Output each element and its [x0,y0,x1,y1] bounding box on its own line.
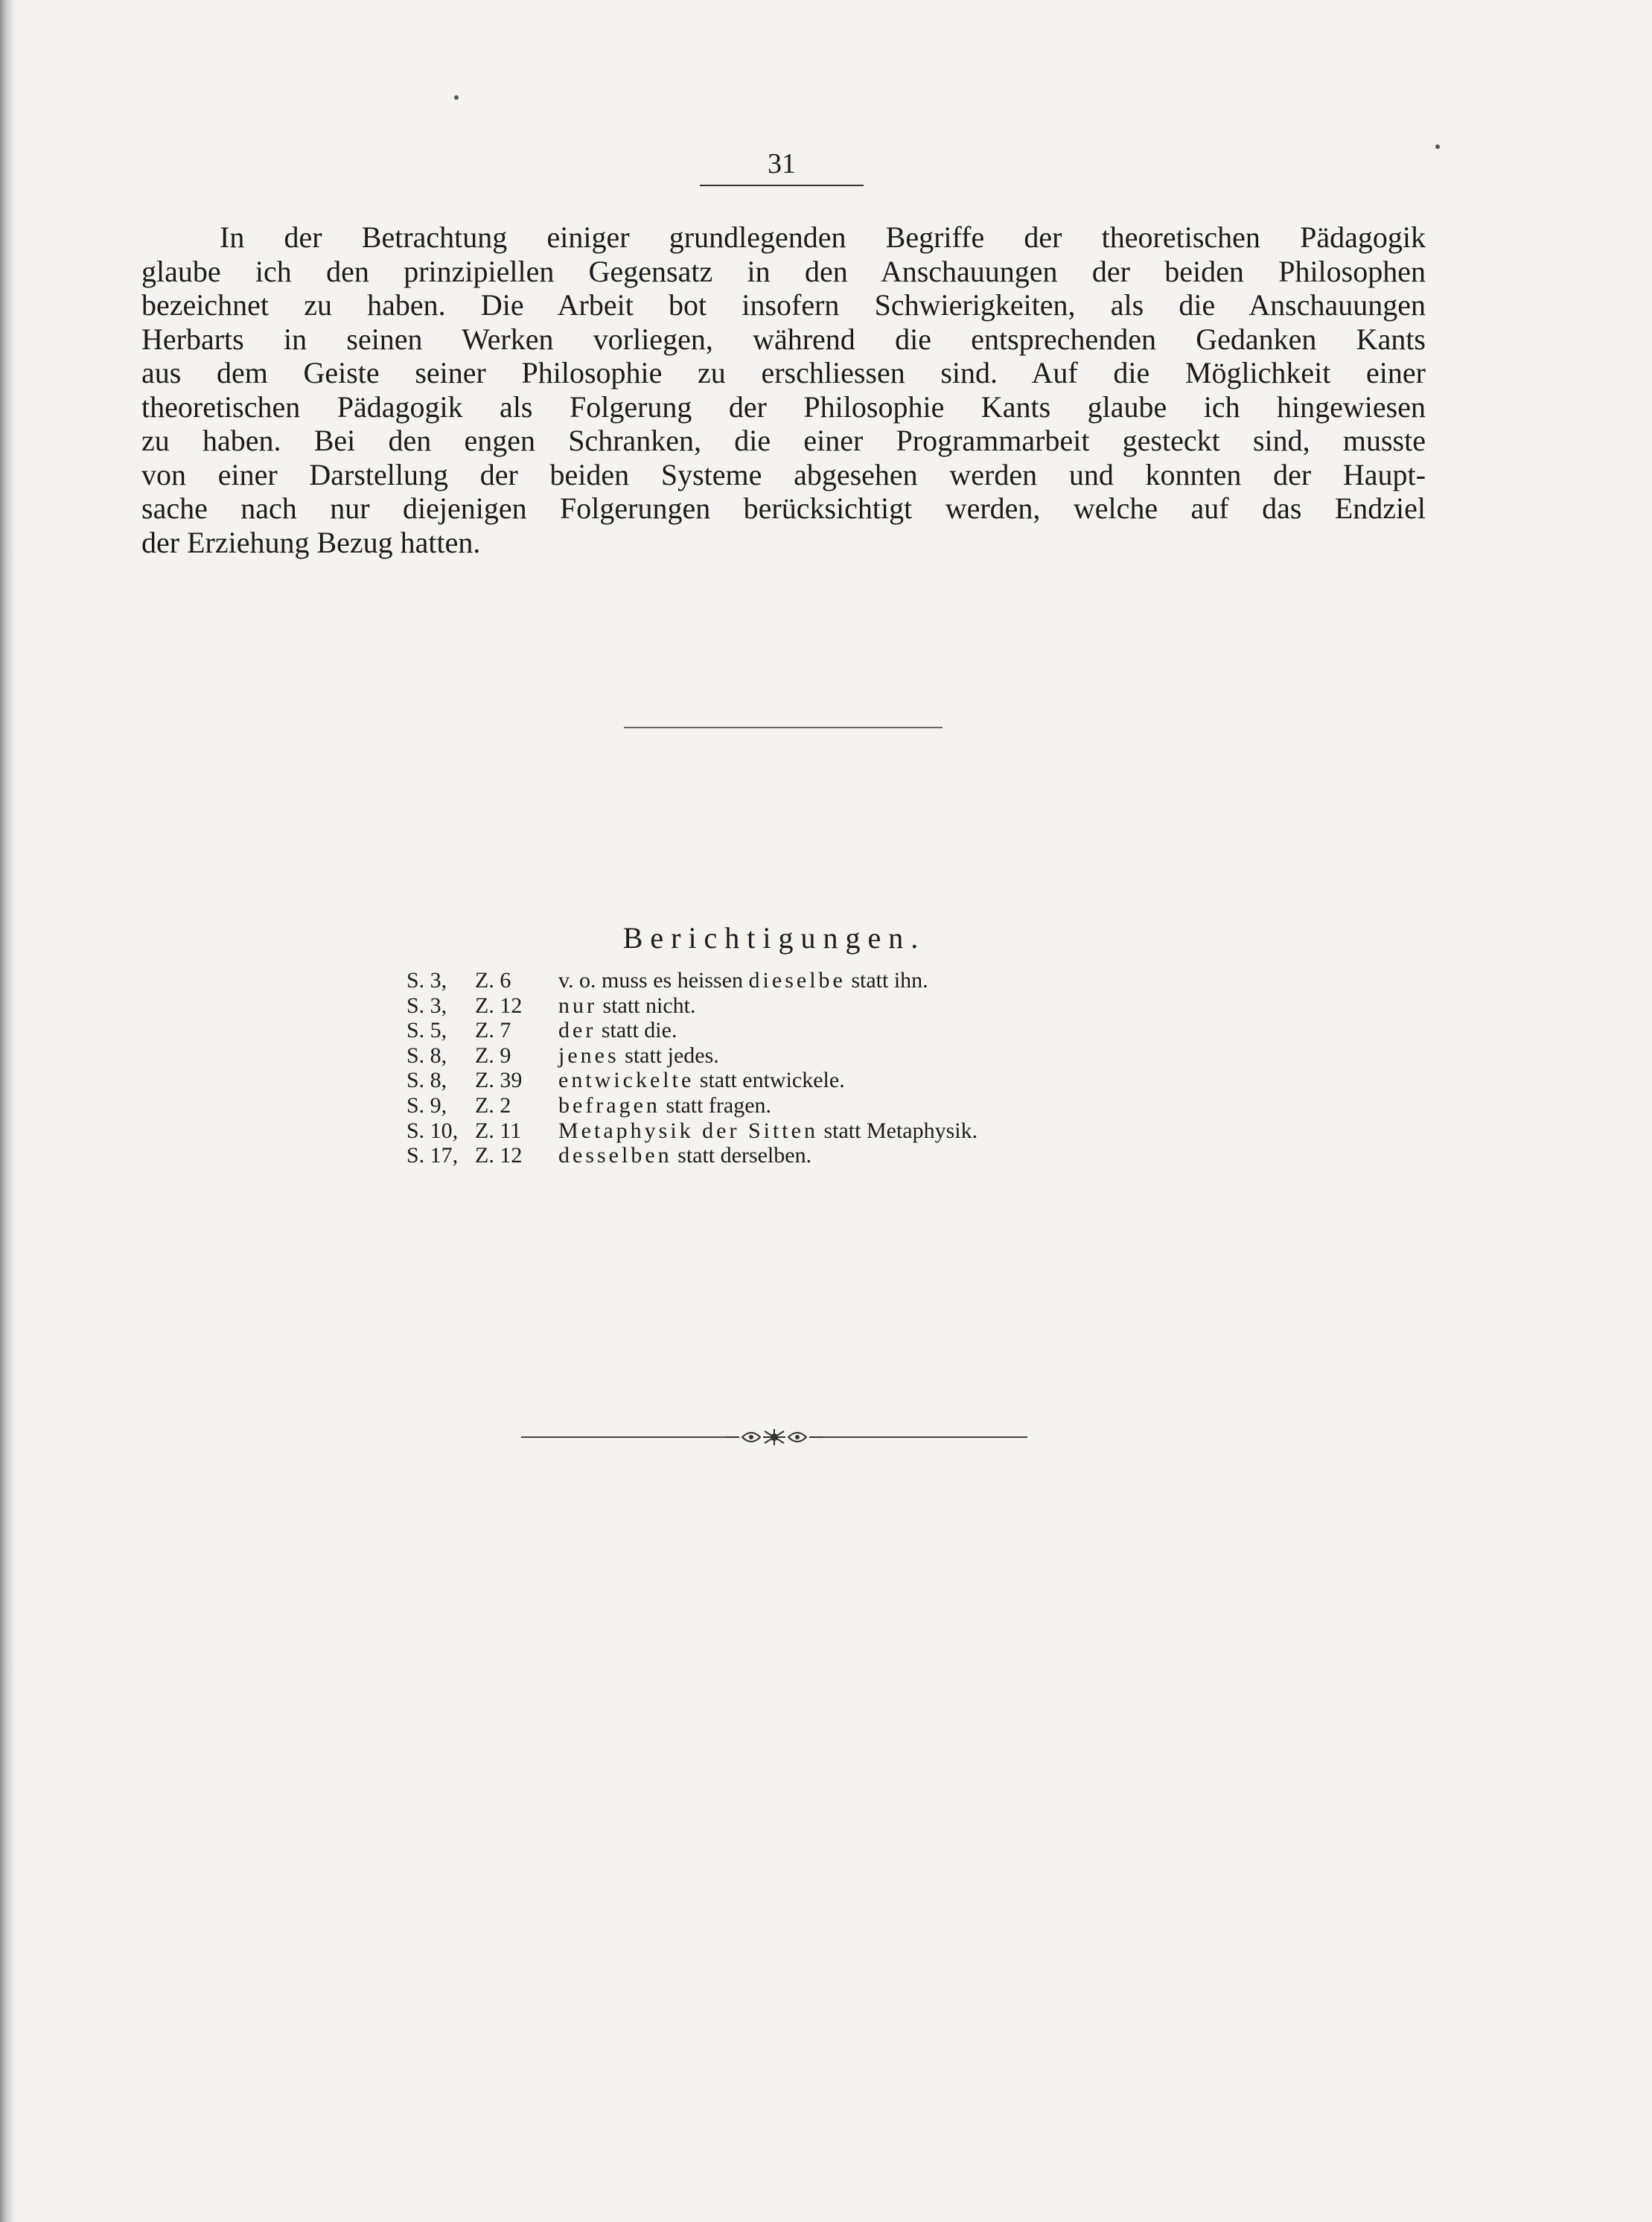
paragraph-line: glaube ich den prinzipiellen Gegensatz in den Anschauungen der beiden Philosophen [141,254,1426,288]
correction-item [406,1143,1225,1168]
ink-speck [454,95,459,100]
correction-pre: v. o. muss es heissen [558,968,749,993]
body-paragraph [141,220,1426,559]
correction-item [406,1068,1225,1093]
correction-line: Z. 9 [475,1042,511,1068]
paragraph-line: zu haben. Bei den engen Schranken, die einer Programmarbeit gesteckt sind, musste [141,424,1426,457]
correction-line: Z. 6 [475,968,511,993]
correction-text [558,993,695,1019]
paragraph-line: In der Betrachtung einiger grundlegenden Begriffe der theoretischen Pädagogik [220,220,1426,254]
correction-word: Metaphysik der Sitten [558,1118,818,1143]
correction-page: S. 3, [406,993,447,1018]
correction-word: befragen [558,1092,660,1118]
correction-item [406,1093,1225,1118]
correction-word: desselben [558,1143,672,1168]
correction-post: statt derselben. [672,1143,812,1168]
correction-post: statt nicht. [597,993,696,1018]
correction-line: Z. 7 [475,1018,511,1043]
correction-post: statt entwickele. [694,1068,845,1093]
correction-line: Z. 12 [475,993,523,1018]
ornament-rule-right [823,1436,1027,1438]
correction-line: Z. 39 [475,1068,523,1093]
ornament-rule-left [521,1436,726,1438]
correction-page: S. 9, [406,1092,447,1118]
corrections-heading: Berichtigungen. [622,921,926,955]
correction-text [558,1093,771,1118]
correction-word: jenes [558,1042,619,1068]
correction-text [558,1118,978,1144]
page-number-rule [700,185,864,186]
correction-post: statt jedes. [619,1042,719,1068]
page-number: 31 [768,148,796,179]
paragraph-line: theoretischen Pädagogik als Folgerung der Philosophie Kants glaube ich hingewiesen [141,389,1426,424]
paragraph-line: aus dem Geiste seiner Philosophie zu erschliessen sind. Auf die Möglichkeit einer [141,356,1426,389]
correction-line: Z. 11 [475,1118,522,1143]
page-binding-edge [0,0,16,2222]
paragraph-line: bezeichnet zu haben. Die Arbeit bot insofern Schwierigkeiten, als die Anschauungen [141,288,1426,322]
correction-text [558,968,928,993]
correction-item [406,968,1225,993]
paragraph-line: von einer Darstellung der beiden Systeme abgesehen werden und konnten der Haupt- [141,457,1426,491]
correction-line: Z. 12 [475,1143,523,1168]
corrections-list [406,968,1225,1168]
correction-page: S. 3, [406,968,447,993]
correction-page: S. 8, [406,1068,447,1093]
correction-line: Z. 2 [475,1092,511,1118]
correction-word: dieselbe [748,968,846,993]
section-divider [624,727,943,728]
ink-speck [1435,144,1440,149]
ornamental-divider [521,1422,1027,1452]
correction-word: entwickelte [558,1068,695,1093]
correction-item [406,1043,1225,1069]
correction-word: der [558,1018,596,1043]
paragraph-line: sache nach nur diejenigen Folgerungen berücksichtigt werden, welche auf das Endziel [141,491,1426,525]
paragraph-line: Herbarts in seinen Werken vorliegen, während die entsprechenden Gedanken Kants [141,322,1426,356]
correction-text [558,1143,811,1168]
correction-post: statt fragen. [660,1092,772,1118]
correction-post: statt die. [596,1018,677,1043]
correction-text [558,1043,719,1069]
correction-text [558,1068,845,1093]
correction-page: S. 5, [406,1018,447,1043]
correction-page: S. 8, [406,1042,447,1068]
correction-page: S. 10, [406,1118,459,1143]
correction-item [406,1118,1225,1144]
correction-item [406,993,1225,1019]
correction-page: S. 17, [406,1143,459,1168]
correction-post: statt ihn. [845,968,928,993]
correction-word: nur [558,993,597,1018]
correction-item [406,1018,1225,1043]
paragraph-line: der Erziehung Bezug hatten. [141,525,481,559]
correction-post: statt Metaphysik. [817,1118,978,1143]
flourish-icon [726,1425,823,1449]
correction-text [558,1018,677,1043]
